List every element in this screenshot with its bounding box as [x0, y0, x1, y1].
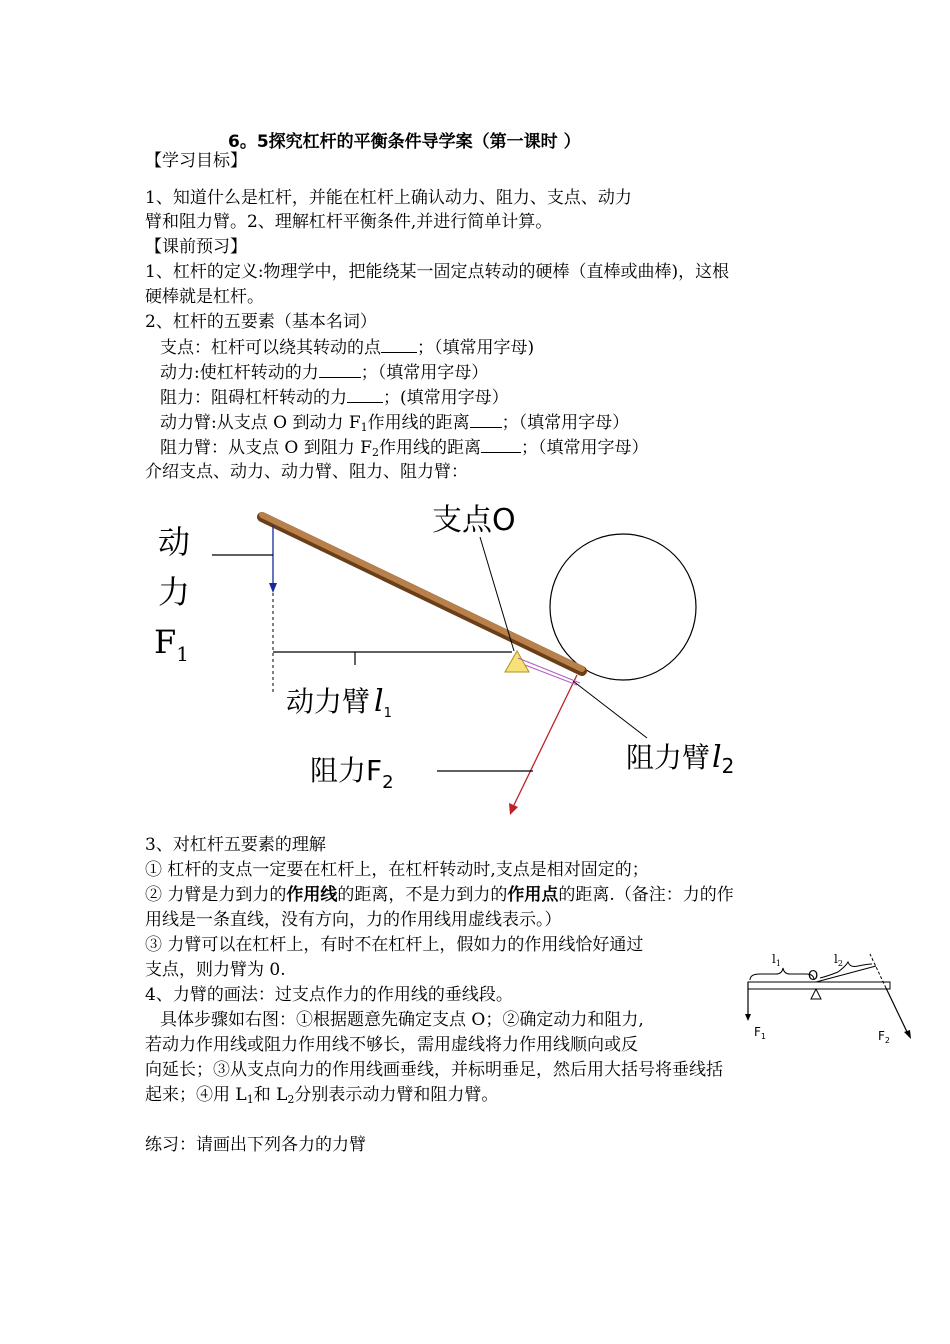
practice-line: 练习：请画出下列各力的力臂 — [145, 1135, 366, 1155]
small-F2-label: $F_2$ — [878, 1029, 890, 1044]
small-l1-label: $l_1$ — [772, 952, 781, 968]
effort-label-char1: 动 — [158, 523, 191, 561]
goals-line-1: 1、知道什么是杠杆，并能在杠杆上确认动力、阻力、支点、动力 — [145, 188, 632, 208]
effort-arrowhead — [269, 583, 277, 593]
steps-4-sub-1: 1 — [246, 1093, 254, 1106]
wheel-circle — [550, 534, 696, 680]
effort-blank[interactable] — [319, 361, 361, 378]
steps-line-4 — [145, 1084, 498, 1106]
small-F1-label: $F_1$ — [754, 1025, 766, 1041]
u2-text-a: ② 力臂是力到力的 — [145, 885, 287, 905]
resistance-arm-leader — [573, 681, 647, 738]
effort-hint: ；（填常用字母） — [360, 363, 489, 383]
small-f2-arrowhead — [904, 1030, 911, 1039]
goals-heading: 【学习目标】 — [145, 151, 247, 171]
fulcrum-hint: ；（填常用字母) — [417, 338, 535, 358]
small-f2-line — [886, 988, 908, 1034]
preview-heading: 【课前预习】 — [145, 237, 247, 257]
understanding-1: ① 杠杆的支点一定要在杠杆上，在杠杆转动时,支点是相对固定的； — [145, 860, 649, 880]
arm-drawing-heading: 4、力臂的画法：过支点作力的作用线的垂线段。 — [145, 985, 513, 1005]
small-l2-brace — [820, 962, 872, 978]
fulcrum-label: 支点O — [432, 503, 516, 538]
effort-arm-definition — [160, 411, 629, 434]
fulcrum-blank[interactable] — [381, 336, 417, 353]
understanding-3-line-2: 支点，则力臂为 0. — [145, 960, 286, 980]
goals-line-2: 臂和阻力臂。2、理解杠杆平衡条件,并进行简单计算。 — [145, 212, 553, 232]
fulcrum-text: 支点：杠杆可以绕其转动的点 — [160, 338, 381, 358]
effort-arm-blank[interactable] — [470, 411, 502, 428]
page-title: 6。5探究杠杆的平衡条件导学案（第一课时 ） — [228, 132, 581, 152]
small-O-label: O — [808, 969, 819, 984]
effort-arm-hint: ；（填常用字母） — [501, 413, 630, 433]
resistance-definition — [160, 386, 509, 409]
effort-text: 动力:使杠杆转动的力 — [160, 363, 319, 383]
steps-4-text-a: 起来；④用 L — [145, 1085, 247, 1105]
u2-bold-action-point: 作用点 — [507, 885, 559, 905]
lever-diagram — [140, 495, 800, 825]
u2-text-c: 的距离，不是力到力的 — [337, 885, 508, 905]
u2-bold-action-line: 作用线 — [286, 885, 338, 905]
understanding-3-line-1: ③ 力臂可以在杠杆上，有时不在杠杆上，假如力的作用线恰好通过 — [145, 935, 644, 955]
resistance-arm-hint: ；（填常用字母） — [520, 438, 649, 458]
effort-arm-text-2: 作用线的距离 — [367, 413, 470, 433]
lever-bar-face — [262, 515, 582, 669]
resistance-hint: ；(填常用字母） — [383, 388, 509, 408]
small-fulcrum — [811, 989, 821, 999]
resistance-arm-text-2: 作用线的距离 — [378, 438, 481, 458]
understanding-2 — [145, 884, 734, 906]
fulcrum-definition — [160, 336, 534, 359]
resistance-arm-definition — [160, 436, 648, 459]
small-l2-label: $l_2$ — [834, 952, 843, 968]
effort-label-char2: 力 — [158, 573, 191, 611]
understanding-2-line-2: 用线是一条直线，没有方向，力的作用线用虚线表示。） — [145, 910, 562, 930]
resistance-arm-subscript: 2 — [371, 446, 379, 459]
steps-line-1: 具体步骤如右图：①根据题意先确定支点 O；②确定动力和阻力, — [160, 1010, 644, 1030]
small-l2-line — [816, 966, 876, 982]
resistance-blank[interactable] — [347, 386, 383, 403]
steps-4-sub-2: 2 — [287, 1093, 295, 1106]
resistance-label: 阻力$F_2$ — [310, 754, 394, 793]
small-l1-brace — [750, 968, 814, 980]
steps-4-text-b: 和 L — [253, 1085, 288, 1105]
understanding-heading: 3、对杠杆五要素的理解 — [145, 835, 326, 855]
five-elements-heading: 2、杠杆的五要素（基本名词） — [145, 312, 377, 332]
definition-line-1: 1、杠杆的定义:物理学中，把能绕某一固定点转动的硬棒（直棒或曲棒)，这根 — [145, 262, 730, 282]
small-f1-arrowhead — [745, 1014, 751, 1021]
effort-label-F: $F_1$ — [154, 623, 189, 666]
steps-line-2: 若动力作用线或阻力作用线不够长，需用虚线将力作用线顺向或反 — [145, 1035, 638, 1055]
effort-arm-text: 动力臂:从支点 O 到动力 F — [160, 413, 361, 433]
steps-4-text-c: 分别表示动力臂和阻力臂。 — [294, 1085, 499, 1105]
effort-definition — [160, 361, 488, 384]
small-lever-diagram — [738, 944, 918, 1044]
resistance-text: 阻力：阻碍杠杆转动的力 — [160, 388, 347, 408]
u2-text-d: 的距离.（备注：力的作 — [558, 885, 734, 905]
resistance-arm-blank[interactable] — [481, 436, 521, 453]
steps-line-3: 向延长；③从支点向力的作用线画垂线，并标明垂足，然后用大括号将垂线括 — [145, 1060, 723, 1080]
resistance-arm-label: 阻力臂$l_2$ — [626, 740, 735, 778]
definition-line-2: 硬棒就是杠杆。 — [145, 287, 264, 307]
resistance-arrow-line — [513, 675, 577, 807]
intro-line: 介绍支点、动力、动力臂、阻力、阻力臂： — [145, 462, 468, 482]
small-lever-bar — [748, 982, 890, 989]
resistance-arm-text: 阻力臂：从支点 O 到阻力 F — [160, 438, 372, 458]
effort-arm-subscript: 1 — [360, 421, 368, 434]
effort-arm-label: 动力臂 $l_1$ — [286, 684, 392, 721]
